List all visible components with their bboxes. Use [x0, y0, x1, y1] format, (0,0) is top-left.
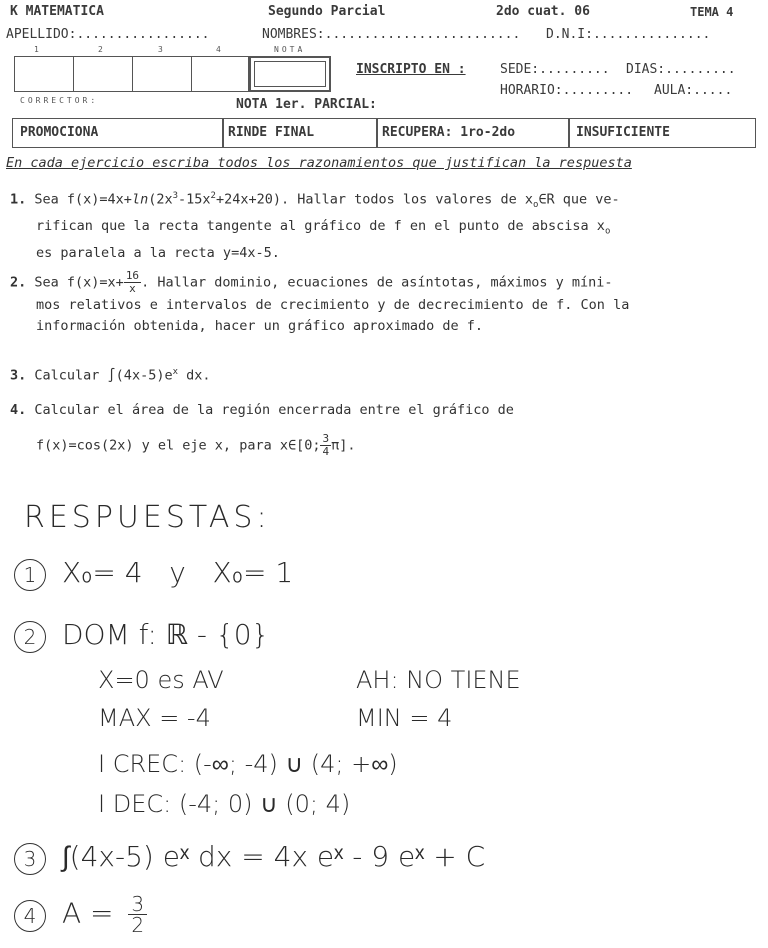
answer-2-dec: I DEC: (-4; 0) ∪ (0; 4): [98, 790, 351, 818]
answer-2-ah: AH: NO TIENE: [356, 666, 521, 694]
answer-1: 1 X₀= 4 y X₀= 1: [14, 556, 293, 591]
apellido-field[interactable]: APELLIDO:.................: [6, 27, 210, 42]
inscripto-label: INSCRIPTO EN :: [356, 62, 466, 77]
nota-1er-parcial-label: NOTA 1er. PARCIAL:: [236, 97, 377, 112]
course-title: K MATEMATICA: [10, 4, 104, 19]
status-insuficiente[interactable]: INSUFICIENTE: [576, 125, 670, 140]
col-label-3: 3: [158, 45, 166, 54]
col-label-nota: NOTA: [274, 45, 306, 54]
answer-2: [14, 618, 269, 653]
exercise-4-number: 4.: [10, 402, 27, 418]
exercise-1: 1. Sea $f(x)=4x+\ln(2x^3-15x^2+24x+20)$. Hallar todos los valores de $x_o\in R$ que ve- rifican que la recta tangente al gráfico de f en el punto de abscisa $x_o$ es paralela a la recta y=4x-5.: [10, 191, 620, 261]
status-recupera[interactable]: RECUPERA: 1ro-2do: [382, 125, 516, 140]
answer-2-min: MIN = 4: [356, 704, 453, 732]
answer-4: 4 A = $\frac{3}{2}$: [14, 894, 147, 935]
col-label-1: 1: [34, 45, 42, 54]
col-label-4: 4: [216, 45, 224, 54]
grade-box-2[interactable]: [73, 56, 133, 92]
answer-2-domain: DOM f: ℝ - {0}: [62, 618, 270, 651]
answer-4-denominator: 2: [131, 913, 145, 937]
tema-label: TEMA 4: [690, 5, 734, 19]
answer-2-crec: I CREC: (-∞; -4) ∪ (4; +∞): [98, 750, 398, 778]
exercise-2-number: 2.: [10, 274, 27, 291]
answer-3-circle: 3: [14, 843, 46, 875]
exercise-4: 4. Calcular el área de la región encerrada entre el gráfico de f(x)=cos(2x) y el eje x, para x∈[0; $\frac{3}{4}$ π].: [10, 402, 514, 458]
exercise-3-number: 3.: [10, 367, 27, 384]
term-label: 2do cuat. 06: [496, 4, 590, 19]
answer-4-numerator: 3: [128, 894, 147, 915]
answer-2-circle: 2: [14, 621, 46, 653]
answer-3: 3 ∫(4x-5) eˣ dx = 4x eˣ - 9 eˣ + C: [14, 840, 485, 875]
grade-box-nota[interactable]: [249, 56, 331, 92]
instruction-text: En cada ejercicio escriba todos los razonamientos que justifican la respuesta: [6, 155, 632, 171]
col-label-2: 2: [98, 45, 106, 54]
answer-2-max: MAX = -4: [98, 704, 211, 732]
exercise-3: 3. Calcular $\int(4x-5)e^x$ dx.: [10, 367, 211, 384]
status-rinde-final[interactable]: RINDE FINAL: [228, 125, 315, 140]
exercise-1-number: 1.: [10, 191, 27, 208]
corrector-label: CORRECTOR:: [20, 96, 99, 105]
dias-field[interactable]: DIAS:.........: [626, 62, 736, 77]
exercise-2: 2. Sea f(x)=x+ $\frac{16}{x}$ . Hallar dominio, ecuaciones de asíntotas, máximos y míni- mos relativos e intervalos de crecimiento y de decrecimiento de f. Con la información obtenida, hacer un gráfico aproximado de f.: [10, 269, 630, 334]
horario-field[interactable]: HORARIO:.........: [500, 83, 634, 98]
dni-field[interactable]: D.N.I:...............: [546, 27, 711, 42]
grade-box-1[interactable]: [14, 56, 74, 92]
grade-box-4[interactable]: [191, 56, 249, 92]
status-promociona[interactable]: PROMOCIONA: [20, 125, 99, 140]
answer-1-circle: 1: [14, 559, 46, 591]
aula-field[interactable]: AULA:.....: [654, 83, 733, 98]
grade-box-3[interactable]: [132, 56, 192, 92]
exam-title: Segundo Parcial: [268, 4, 386, 19]
answer-2-av: X=0 es AV: [98, 666, 224, 694]
sede-field[interactable]: SEDE:.........: [500, 62, 610, 77]
answers-title: RESPUESTAS:: [24, 500, 271, 535]
nombres-field[interactable]: NOMBRES:.........................: [262, 27, 521, 42]
answer-4-circle: 4: [14, 900, 46, 932]
